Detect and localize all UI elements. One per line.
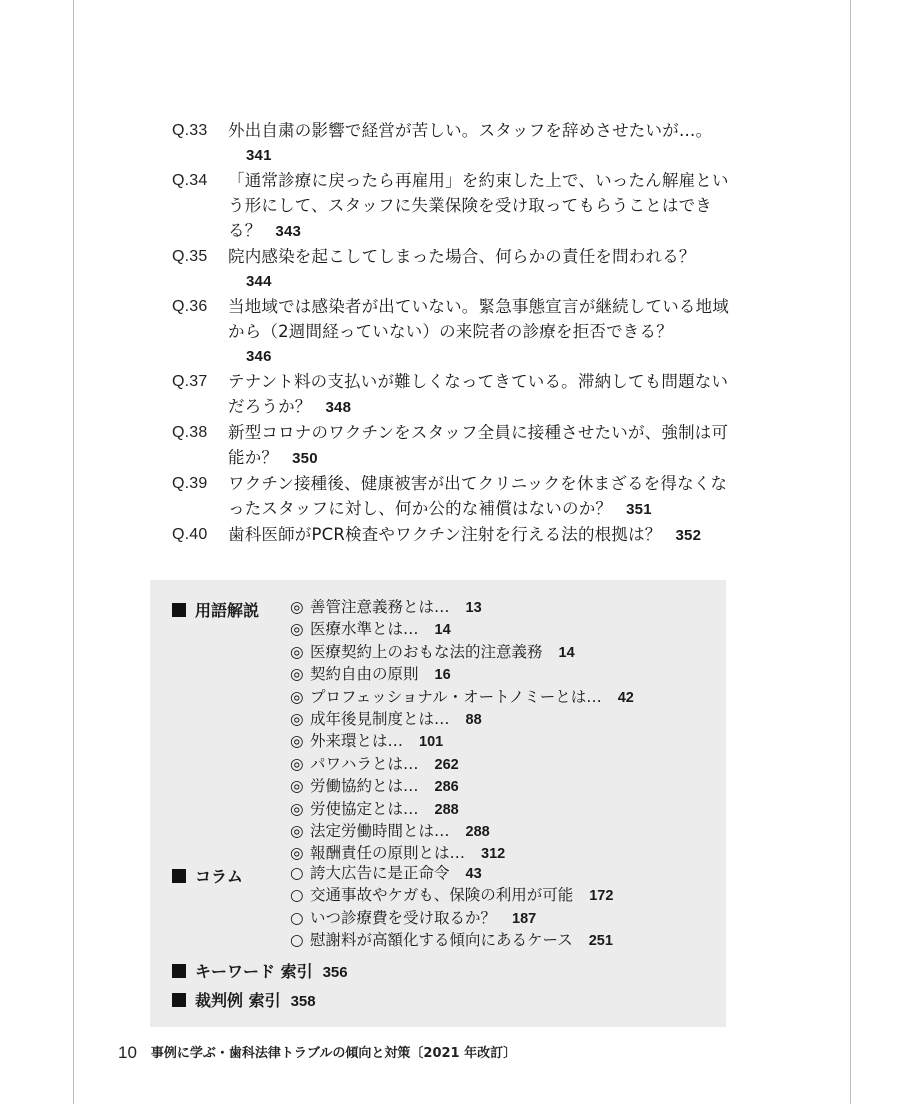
square-bullet-icon bbox=[172, 964, 186, 978]
page-number: 10 bbox=[118, 1043, 137, 1062]
double-circle-icon: ◎ bbox=[290, 620, 304, 639]
double-circle-icon: ◎ bbox=[290, 844, 304, 863]
glossary-item: ◎ 労使協定とは… 288 bbox=[290, 799, 634, 821]
reference-box bbox=[150, 580, 726, 1027]
question-text: 院内感染を起こしてしまった場合、何らかの責任を問われる？ bbox=[228, 247, 696, 266]
circle-icon: ○ bbox=[290, 864, 304, 882]
double-circle-icon: ◎ bbox=[290, 799, 304, 818]
double-circle-icon: ◎ bbox=[290, 665, 304, 684]
question-page: 348 bbox=[325, 399, 352, 416]
double-circle-icon: ◎ bbox=[290, 642, 304, 661]
case-index-heading: 裁判例 索引 358 bbox=[172, 988, 316, 1011]
glossary-item: ◎ パワハラとは… 262 bbox=[290, 754, 634, 776]
column-heading: コラム bbox=[172, 864, 243, 887]
glossary-item: ◎ 契約自由の原則 16 bbox=[290, 664, 634, 686]
question-item bbox=[172, 522, 732, 548]
square-bullet-icon bbox=[172, 993, 186, 1007]
double-circle-icon: ◎ bbox=[290, 754, 304, 773]
question-item bbox=[172, 294, 732, 369]
question-page: 352 bbox=[675, 527, 702, 544]
glossary-item: ◎ 報酬責任の原則とは… 312 bbox=[290, 843, 634, 865]
glossary-item: ◎ 外来環とは… 101 bbox=[290, 731, 634, 753]
column-item: ○ 交通事故やケガも、保険の利用が可能 172 bbox=[290, 885, 613, 907]
glossary-item: ◎ 成年後見制度とは… 88 bbox=[290, 709, 634, 731]
question-text: 「通常診療に戻ったら再雇用」を約束した上で、いったん解雇という形にして、スタッフに失業保険を受け取ってもらうことはできる？ bbox=[228, 171, 729, 240]
question-number: Q.40 bbox=[172, 526, 208, 543]
double-circle-icon: ◎ bbox=[290, 822, 304, 841]
question-number: Q.37 bbox=[172, 373, 208, 390]
page-footer bbox=[118, 1042, 516, 1063]
double-circle-icon: ◎ bbox=[290, 777, 304, 796]
question-item bbox=[172, 369, 732, 420]
question-page: 343 bbox=[275, 223, 302, 240]
question-number: Q.39 bbox=[172, 475, 208, 492]
question-page: 350 bbox=[292, 450, 318, 467]
question-text: 新型コロナのワクチンをスタッフ全員に接種させたいが、強制は可能か？ bbox=[228, 423, 729, 467]
question-number: Q.35 bbox=[172, 248, 208, 265]
question-number: Q.38 bbox=[172, 424, 208, 441]
case-index-page: 358 bbox=[290, 993, 316, 1010]
square-bullet-icon bbox=[172, 869, 186, 883]
question-text: 当地域では感染者が出ていない。緊急事態宣言が継続している地域から（2週間経っていない）の来院者の診療を拒否できる？ bbox=[228, 297, 729, 341]
glossary-item: ◎ プロフェッショナル・オートノミーとは… 42 bbox=[290, 687, 634, 709]
circle-icon: ○ bbox=[290, 908, 304, 927]
glossary-item: ◎ 労働協約とは… 286 bbox=[290, 776, 634, 798]
double-circle-icon: ◎ bbox=[290, 732, 304, 751]
question-text: ワクチン接種後、健康被害が出てクリニックを休まざるを得なくなったスタッフに対し、何か公的な補償はないのか？ bbox=[228, 474, 728, 518]
double-circle-icon: ◎ bbox=[290, 598, 304, 616]
glossary-heading: 用語解説 bbox=[172, 598, 259, 621]
keyword-index-page: 356 bbox=[322, 964, 348, 981]
question-item bbox=[172, 244, 732, 294]
book-title: 事例に学ぶ・歯科法律トラブルの傾向と対策〔2021 年改訂〕 bbox=[150, 1046, 517, 1061]
question-text: テナント料の支払いが難しくなってきている。滞納しても問題ないだろうか？ bbox=[228, 372, 729, 416]
column-item: ○ 慰謝料が高額化する傾向にあるケース 251 bbox=[290, 930, 613, 952]
circle-icon: ○ bbox=[290, 931, 304, 950]
question-item bbox=[172, 471, 732, 522]
double-circle-icon: ◎ bbox=[290, 687, 304, 706]
square-bullet-icon bbox=[172, 603, 186, 617]
question-page: 346 bbox=[246, 348, 272, 365]
glossary-item: ◎ 善管注意義務とは… 13 bbox=[290, 597, 634, 619]
question-page: 341 bbox=[246, 147, 272, 164]
question-item bbox=[172, 168, 732, 244]
question-number: Q.34 bbox=[172, 172, 208, 189]
column-item: ○ 誇大広告に是正命令 43 bbox=[290, 863, 613, 885]
question-text: 外出自粛の影響で経営が苦しい。スタッフを辞めさせたいが…。 bbox=[228, 121, 713, 140]
column-list bbox=[290, 863, 613, 953]
question-page: 344 bbox=[246, 273, 272, 290]
question-item bbox=[172, 118, 732, 168]
question-number: Q.36 bbox=[172, 298, 208, 315]
glossary-item: ◎ 医療契約上のおもな法的注意義務 14 bbox=[290, 642, 634, 664]
question-number: Q.33 bbox=[172, 122, 208, 139]
question-page: 351 bbox=[626, 501, 652, 518]
circle-icon: ○ bbox=[290, 886, 304, 905]
glossary-list bbox=[290, 597, 634, 866]
question-text: 歯科医師がPCR検査やワクチン注射を行える法的根拠は？ bbox=[228, 525, 662, 544]
keyword-index-heading: キーワード 索引 356 bbox=[172, 959, 348, 982]
column-item: ○ いつ診療費を受け取るか？ 187 bbox=[290, 908, 613, 930]
question-item bbox=[172, 420, 732, 471]
question-list bbox=[172, 118, 732, 548]
glossary-item: ◎ 法定労働時間とは… 288 bbox=[290, 821, 634, 843]
glossary-item: ◎ 医療水準とは… 14 bbox=[290, 619, 634, 641]
double-circle-icon: ◎ bbox=[290, 710, 304, 729]
